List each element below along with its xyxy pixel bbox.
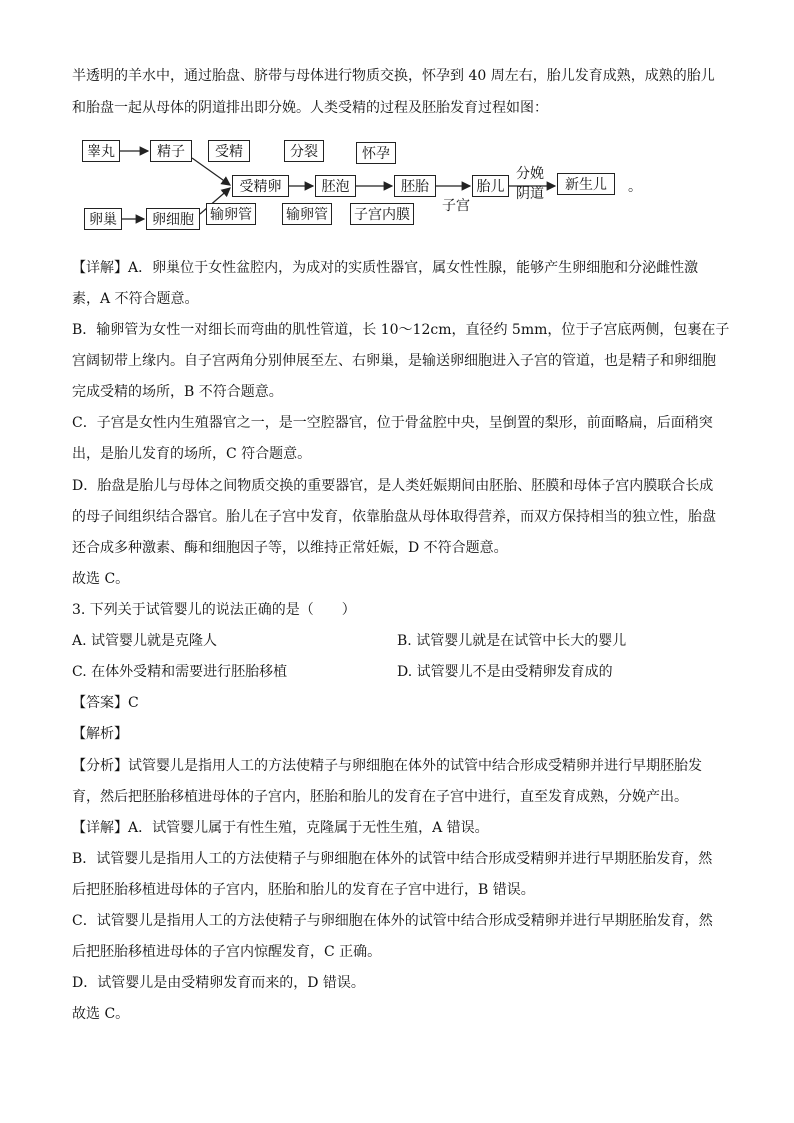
q2-detail-d-line-2: 的母子间组织结合器官。胎儿在子宫中发育，依靠胎盘从母体取得营养，而双方保持相当的独立性，胎盘 (72, 509, 716, 525)
blastocyst-box: 胚泡 (315, 175, 356, 197)
diagram-end-mark: 。 (628, 179, 642, 195)
delivery-label: 分娩 (516, 166, 544, 182)
q2-detail-a-line-2: 素，A 不符合题意。 (72, 291, 199, 307)
vagina-label: 阴道 (516, 186, 544, 202)
fertilization-box: 受精 (208, 140, 250, 162)
q3-detail-b-line-2: 后把胚胎移植进母体的子宫内，胚胎和胎儿的发育在子宫中进行，B 错误。 (72, 882, 535, 898)
q3-detail-c-line-2: 后把胚胎移植进母体的子宫内惊醒发育，C 正确。 (72, 944, 382, 960)
pregnancy-box: 怀孕 (356, 142, 396, 164)
q2-detail-b-line-2: 宫阔韧带上缘内。自子宫两角分别伸展至左、右卵巢，是输送卵细胞进入子宫的管道，也是精子和卵细胞 (72, 353, 716, 369)
q2-detail-c-line-2: 出，是胎儿发育的场所，C 符合题意。 (72, 446, 312, 462)
q3-detail-c-line-1: C．试管婴儿是指用人工的方法使精子与卵细胞在体外的试管中结合形成受精卵并进行早期胚胎发育，然 (72, 913, 713, 929)
testis-box: 睾丸 (82, 140, 120, 162)
oviduct-box-2: 输卵管 (282, 203, 332, 225)
intro-line-2: 和胎盘一起从母体的阴道排出即分娩。人类受精的过程及胚胎发育过程如图： (72, 100, 548, 116)
q3-detail-b-line-1: B．试管婴儿是指用人工的方法使精子与卵细胞在体外的试管中结合形成受精卵并进行早期胚胎发育，然 (72, 851, 713, 867)
q3-answer: 【答案】C (72, 695, 139, 711)
egg-box: 卵细胞 (146, 208, 200, 230)
q2-detail-b-line-3: 完成受精的场所，B 不符合题意。 (72, 384, 283, 400)
newborn-box: 新生儿 (557, 173, 615, 195)
zygote-box: 受精卵 (232, 175, 289, 197)
q3-option-a: A. 试管婴儿就是克隆人 (72, 633, 218, 649)
embryo-box: 胚胎 (394, 175, 436, 197)
ovary-box: 卵巢 (84, 208, 122, 230)
q3-option-c: C. 在体外受精和需要进行胚胎移植 (72, 664, 288, 680)
q2-detail-b-line-1: B．输卵管为女性一对细长而弯曲的肌性管道，长 10～12cm，直径约 5mm，位于子宫底两侧，包裹在子 (72, 322, 730, 338)
fetus-box: 胎儿 (472, 175, 509, 197)
division-box: 分裂 (284, 140, 324, 162)
q3-detail-a: 【详解】A．试管婴儿属于有性生殖，克隆属于无性生殖，A 错误。 (72, 820, 489, 836)
q2-choice: 故选 C。 (72, 571, 130, 587)
q3-analysis-line-1: 【分析】试管婴儿是指用人工的方法使精子与卵细胞在体外的试管中结合形成受精卵并进行早期胚胎发 (72, 758, 702, 774)
q3-analysis-title: 【解析】 (72, 726, 128, 742)
q2-detail-d-line-3: 还合成多种激素、酶和细胞因子等，以维持正常妊娠，D 不符合题意。 (72, 540, 508, 556)
uterus-label: 子宫 (442, 198, 470, 214)
oviduct-box-1: 输卵管 (206, 203, 256, 225)
q2-detail-d-line-1: D．胎盘是胎儿与母体之间物质交换的重要器官，是人类妊娠期间由胚胎、胚膜和母体子宫内膜联合长成 (72, 478, 714, 494)
q3-analysis-line-2: 育，然后把胚胎移植进母体的子宫内，胚胎和胎儿的发育在子宫中进行，直至发育成熟，分娩产出。 (72, 789, 688, 805)
fertilization-flow-diagram (72, 128, 692, 238)
q3-choice: 故选 C。 (72, 1006, 130, 1022)
q2-detail-a-line-1: 【详解】A．卵巢位于女性盆腔内，为成对的实质性器官，属女性性腺，能够产生卵细胞和分泌雌性激 (72, 260, 699, 276)
sperm-box: 精子 (150, 140, 192, 162)
q2-detail-c-line-1: C．子宫是女性内生殖器官之一，是一空腔器官，位于骨盆腔中央，呈倒置的梨形，前面略扁，后面稍突 (72, 415, 713, 431)
q3-stem: 3. 下列关于试管婴儿的说法正确的是（ ） (72, 602, 356, 618)
q3-option-b: B. 试管婴儿就是在试管中长大的婴儿 (397, 633, 627, 649)
q3-detail-d: D．试管婴儿是由受精卵发育而来的，D 错误。 (72, 975, 365, 991)
q3-option-d: D. 试管婴儿不是由受精卵发育成的 (397, 664, 613, 680)
endometrium-box: 子宫内膜 (350, 203, 414, 225)
intro-line-1: 半透明的羊水中，通过胎盘、脐带与母体进行物质交换，怀孕到 40 周左右，胎儿发育成熟，成熟的胎儿 (72, 68, 715, 84)
